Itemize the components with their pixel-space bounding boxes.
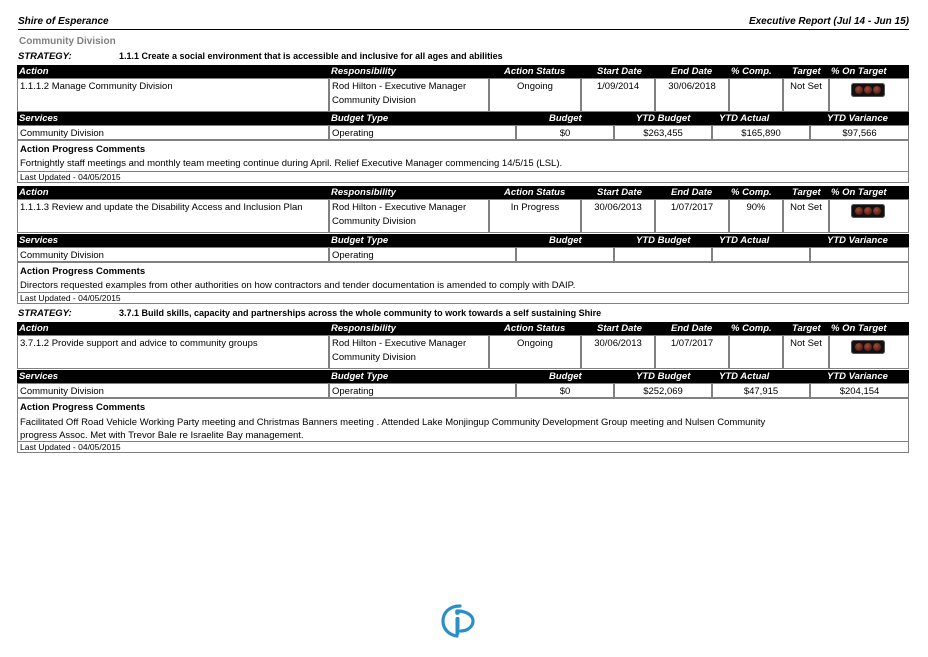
- ytd-variance-value: $97,566: [810, 125, 909, 140]
- col-end-date: End Date: [671, 187, 713, 198]
- col-budget: Budget: [549, 235, 582, 246]
- strategy-label: STRATEGY:: [18, 308, 72, 319]
- col-services: Services: [19, 113, 59, 124]
- col-end-date: End Date: [671, 323, 713, 334]
- col-responsibility: Responsibility: [331, 323, 396, 334]
- col-pct-comp: % Comp.: [731, 323, 772, 334]
- traffic-light-icon: [851, 204, 885, 218]
- action-header-bar: [17, 322, 909, 335]
- interplan-logo-icon: [440, 603, 480, 639]
- col-responsibility: Responsibility: [331, 187, 396, 198]
- action-start-date: 1/09/2014: [581, 78, 655, 112]
- action-name: 1.1.1.2 Manage Community Division: [17, 78, 329, 112]
- apc-heading: Action Progress Comments: [20, 266, 146, 277]
- action-pct-comp: [729, 335, 783, 369]
- col-ytd-variance: YTD Variance: [827, 113, 888, 124]
- col-ytd-budget: YTD Budget: [636, 113, 691, 124]
- action-start-date: 30/06/2013: [581, 335, 655, 369]
- action-responsibility: Rod Hilton - Executive Manager Community Division: [329, 199, 489, 233]
- traffic-light-icon: [851, 83, 885, 97]
- budget-type: Operating: [329, 247, 516, 262]
- col-action: Action: [19, 66, 49, 77]
- col-ytd-variance: YTD Variance: [827, 371, 888, 382]
- col-start-date: Start Date: [597, 187, 642, 198]
- col-ytd-actual: YTD Actual: [719, 113, 770, 124]
- action-end-date: 30/06/2018: [655, 78, 729, 112]
- col-target: Target: [792, 187, 821, 198]
- services-row: [17, 247, 909, 262]
- col-services: Services: [19, 235, 59, 246]
- action-header-bar: [17, 65, 909, 78]
- col-budget-type: Budget Type: [331, 235, 389, 246]
- col-budget: Budget: [549, 371, 582, 382]
- action-progress-comments: [17, 140, 909, 172]
- col-ytd-budget: YTD Budget: [636, 371, 691, 382]
- col-budget-type: Budget Type: [331, 371, 389, 382]
- services-header-bar: [17, 112, 909, 125]
- col-responsibility: Responsibility: [331, 66, 396, 77]
- action-header-bar: [17, 186, 909, 199]
- action-target: Not Set: [783, 78, 829, 112]
- action-responsibility: Rod Hilton - Executive Manager Community Division: [329, 335, 489, 369]
- services-header-bar: [17, 234, 909, 247]
- col-start-date: Start Date: [597, 66, 642, 77]
- action-pct-comp: 90%: [729, 199, 783, 233]
- services-name: Community Division: [17, 247, 329, 262]
- apc-comment: Fortnightly staff meetings and monthly team meeting continue during April. Relief Executive Manager commencing 14/5/15 (LSL).: [20, 158, 563, 169]
- col-pct-on-target: % On Target: [831, 66, 887, 77]
- budget-value: $0: [516, 383, 614, 398]
- division-title: Community Division: [19, 36, 116, 47]
- ytd-actual-value: [712, 247, 810, 262]
- ytd-variance-value: $204,154: [810, 383, 909, 398]
- action-end-date: 1/07/2017: [655, 335, 729, 369]
- last-updated: Last Updated - 04/05/2015: [17, 442, 909, 453]
- col-ytd-variance: YTD Variance: [827, 235, 888, 246]
- ytd-budget-value: $263,455: [614, 125, 712, 140]
- action-progress-comments: [17, 262, 909, 293]
- on-target-cell: [829, 199, 909, 233]
- col-ytd-budget: YTD Budget: [636, 235, 691, 246]
- services-row: [17, 125, 909, 140]
- apc-comment-line: Facilitated Off Road Vehicle Working Party meeting and Christmas Banners meeting . Attended Lake Monjingup Community Development Group meeting and Nulsen Community: [20, 417, 766, 428]
- budget-value: [516, 247, 614, 262]
- last-updated: Last Updated - 04/05/2015: [17, 293, 909, 304]
- apc-comment-line: progress Assoc. Met with Trevor Bale re Israelite Bay management.: [20, 430, 304, 441]
- on-target-cell: [829, 78, 909, 112]
- traffic-light-icon: [851, 340, 885, 354]
- col-start-date: Start Date: [597, 323, 642, 334]
- action-pct-comp: [729, 78, 783, 112]
- col-target: Target: [792, 66, 821, 77]
- action-target: Not Set: [783, 199, 829, 233]
- col-action-status: Action Status: [504, 323, 566, 334]
- action-responsibility: Rod Hilton - Executive Manager Community Division: [329, 78, 489, 112]
- action-status: In Progress: [489, 199, 581, 233]
- budget-type: Operating: [329, 125, 516, 140]
- last-updated: Last Updated - 04/05/2015: [17, 172, 909, 183]
- action-target: Not Set: [783, 335, 829, 369]
- col-action-status: Action Status: [504, 66, 566, 77]
- action-status: Ongoing: [489, 335, 581, 369]
- ytd-budget-value: $252,069: [614, 383, 712, 398]
- action-name: 1.1.1.3 Review and update the Disability Access and Inclusion Plan: [17, 199, 329, 233]
- col-budget-type: Budget Type: [331, 113, 389, 124]
- col-action: Action: [19, 323, 49, 334]
- action-name: 3.7.1.2 Provide support and advice to community groups: [17, 335, 329, 369]
- col-ytd-actual: YTD Actual: [719, 371, 770, 382]
- apc-comment: Directors requested examples from other authorities on how contractors and tender documentation is amended to comply with DAIP.: [20, 280, 576, 291]
- action-row: [17, 78, 909, 112]
- ytd-actual-value: $47,915: [712, 383, 810, 398]
- services-row: [17, 383, 909, 398]
- ytd-variance-value: [810, 247, 909, 262]
- ytd-actual-value: $165,890: [712, 125, 810, 140]
- col-target: Target: [792, 323, 821, 334]
- strategy-title: 1.1.1 Create a social environment that is accessible and inclusive for all ages and abilities: [119, 51, 503, 61]
- col-pct-comp: % Comp.: [731, 187, 772, 198]
- col-action-status: Action Status: [504, 187, 566, 198]
- on-target-cell: [829, 335, 909, 369]
- col-end-date: End Date: [671, 66, 713, 77]
- action-status: Ongoing: [489, 78, 581, 112]
- report-title: Executive Report (Jul 14 - Jun 15): [748, 16, 909, 27]
- action-row: [17, 335, 909, 369]
- action-row: [17, 199, 909, 233]
- budget-value: $0: [516, 125, 614, 140]
- services-header-bar: [17, 370, 909, 383]
- strategy-label: STRATEGY:: [18, 51, 72, 62]
- col-budget: Budget: [549, 113, 582, 124]
- action-progress-comments: [17, 398, 909, 442]
- action-start-date: 30/06/2013: [581, 199, 655, 233]
- col-pct-on-target: % On Target: [831, 187, 887, 198]
- services-name: Community Division: [17, 383, 329, 398]
- action-end-date: 1/07/2017: [655, 199, 729, 233]
- organisation-name: Shire of Esperance: [18, 16, 109, 27]
- apc-heading: Action Progress Comments: [20, 144, 146, 155]
- services-name: Community Division: [17, 125, 329, 140]
- col-pct-comp: % Comp.: [731, 66, 772, 77]
- col-pct-on-target: % On Target: [831, 323, 887, 334]
- budget-type: Operating: [329, 383, 516, 398]
- col-ytd-actual: YTD Actual: [719, 235, 770, 246]
- header-divider: [18, 29, 909, 30]
- apc-heading: Action Progress Comments: [20, 402, 146, 413]
- ytd-budget-value: [614, 247, 712, 262]
- col-action: Action: [19, 187, 49, 198]
- strategy-title: 3.7.1 Build skills, capacity and partnerships across the whole community to work towards a self sustaining Shire: [119, 308, 602, 318]
- col-services: Services: [19, 371, 59, 382]
